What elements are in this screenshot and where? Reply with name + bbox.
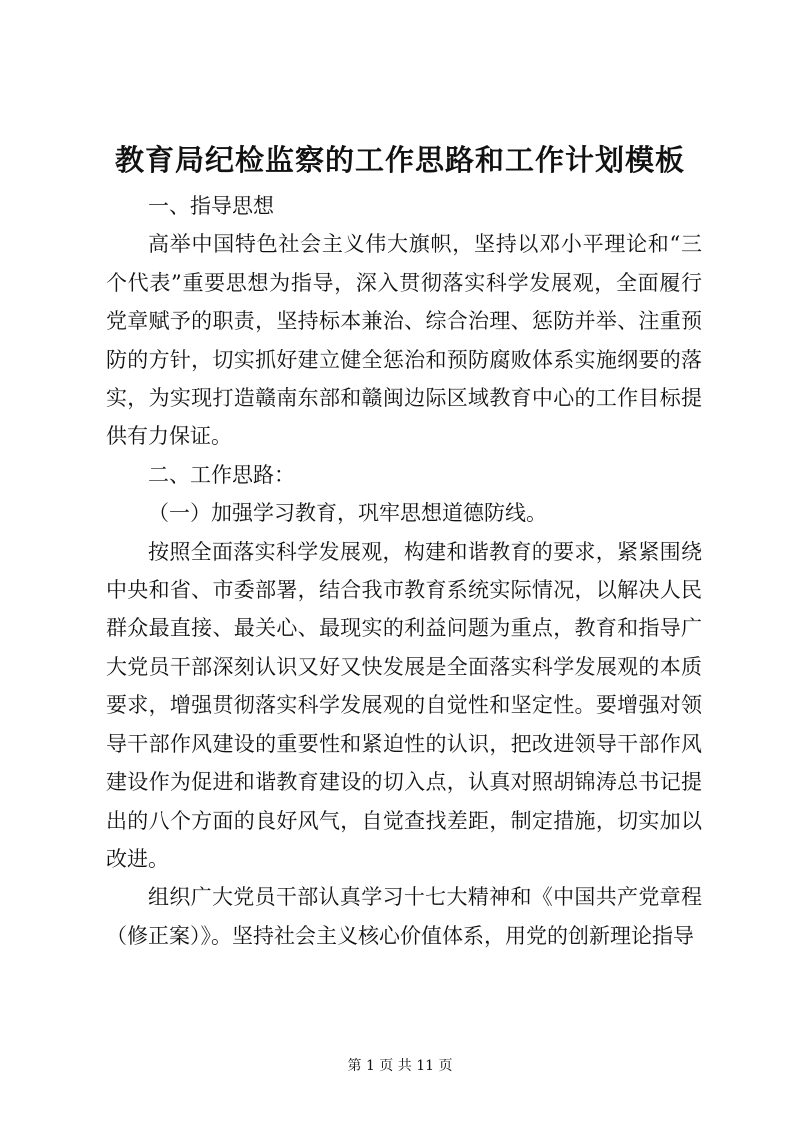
section-heading-work-ideas: 二、工作思路： [148,462,295,487]
document-title: 教育局纪检监察的工作思路和工作计划模板 [114,143,685,177]
paragraph-guiding-ideology: 高举中国特色社会主义伟大旗帜，坚持以邓小平理论和“三个代表”重要思想为指导，深入贯彻落实科学发展观，全面履行党章赋予的职责，坚持标本兼治、综合治理、惩防并举、注重预防的方针，切实抓好建立健全惩治和预防腐败体系实施纲要的落实，为实现打造赣南东部和赣闽边际区域教育中心的工作目标提供有力保证。 [106,232,702,449]
paragraph-study-education: 按照全面落实科学发展观，构建和谐教育的要求，紧紧围绕中央和省、市委部署，结合我市教育系统实际情况，以解决人民群众最直接、最关心、最现实的利益问题为重点，教育和指导广大党员干部深刻认识又好又快发展是全面落实科学发展观的本质要求，增强贯彻落实科学发展观的自觉性和坚定性。要增强对领导干部作风建设的重要性和紧迫性的认识，把改进领导干部作风建设作为促进和谐教育建设的切入点，认真对照胡锦涛总书记提出的八个方面的良好风气，自觉查找差距，制定措施，切实加以改进。 [106,539,702,871]
section-heading-guiding-ideology: 一、指导思想 [148,194,274,218]
document-body [106,187,702,955]
subsection-heading-study-education: （一）加强学习教育，巩牢思想道德防线。 [148,501,547,526]
page-number-footer: 第 1 页 共 11 页 [347,1058,453,1074]
paragraph-organize-study: 组织广大党员干部认真学习十七大精神和《中国共产党章程（修正案）》。坚持社会主义核心价值体系，用党的创新理论指导 [106,885,702,948]
